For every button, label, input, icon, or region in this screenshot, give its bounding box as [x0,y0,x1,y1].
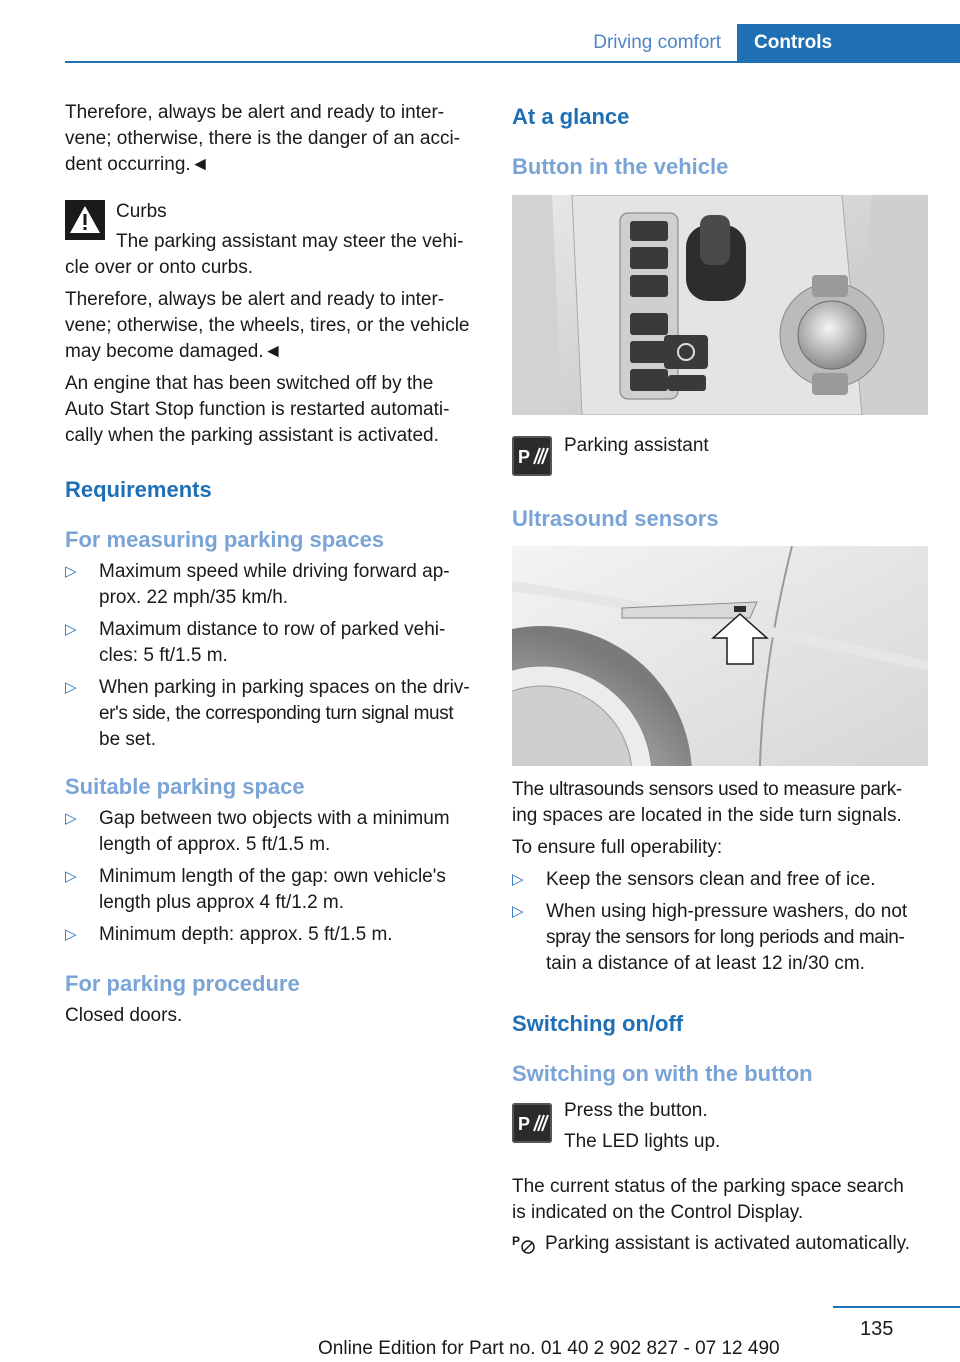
list-item [65,559,485,611]
paragraph-line: vene; otherwise, the wheels, tires, or the vehicle [65,315,470,336]
list-line: Minimum length of the gap: own vehicle's [99,866,446,887]
list-line: length of approx. 5 ft/1.5 m. [99,834,331,855]
warning-text: The parking assistant may steer the vehi- [116,231,464,252]
list-line: Maximum distance to row of parked vehi- [99,619,446,640]
header-section: Driving comfort [593,32,721,53]
operability-list [512,867,932,977]
warning-triangle-icon [65,200,105,240]
list-item [65,864,485,916]
page-number: 135 [860,1318,894,1340]
list-item [512,899,932,977]
warning-block [116,198,486,258]
svg-text:P: P [518,447,531,467]
left-block-2 [65,255,485,449]
list-line: When parking in parking spaces on the driv- [99,677,470,698]
header-chapter-tab: Controls [737,24,960,62]
paragraph-line: Auto Start Stop function is restarted automati- [65,399,450,420]
triangle-right-icon: ▷ [65,563,77,580]
heading-switching: Switching on/off [512,1011,684,1036]
triangle-right-icon: ▷ [65,868,77,885]
list-line: Gap between two objects with a minimum [99,808,450,829]
console-photo [512,195,928,415]
svg-text:P: P [518,1114,531,1134]
ultrasound-text [512,777,932,861]
instruction-line: Press the button. [564,1100,708,1121]
heading-switching-button: Switching on with the button [512,1061,813,1086]
suitable-list [65,806,485,948]
measuring-list [65,559,485,753]
paragraph-line: The current status of the parking space search [512,1176,904,1197]
procedure-text: Closed doors. [65,1005,183,1026]
heading-ultrasound: Ultrasound sensors [512,506,719,531]
list-line: tain a distance of at least 12 in/30 cm. [546,953,865,974]
list-item [65,617,485,669]
svg-text:P: P [512,1234,521,1248]
warning-text: cle over or onto curbs. [65,257,253,278]
triangle-right-icon: ▷ [65,810,77,827]
auto-activation-text: Parking assistant is activated automatically. [545,1233,911,1254]
parking-assistant-icon [512,1103,552,1143]
paragraph-line: cally when the parking assistant is activated. [65,425,439,446]
heading-button-in-vehicle: Button in the vehicle [512,154,729,179]
list-line: Keep the sensors clean and free of ice. [546,869,876,890]
list-item [65,675,485,753]
parking-assistant-label: Parking assistant [564,435,709,456]
triangle-right-icon: ▷ [65,679,77,696]
parking-assistant-icon [512,436,552,476]
heading-procedure: For parking procedure [65,971,300,996]
triangle-right-icon: ▷ [512,871,524,888]
paragraph-line: ing spaces are located in the side turn signals. [512,805,902,826]
header-rule [65,61,960,63]
triangle-right-icon: ▷ [65,926,77,943]
list-line: Maximum speed while driving forward ap- [99,561,450,582]
list-line: Minimum depth: approx. 5 ft/1.5 m. [99,924,393,945]
paragraph-line: Therefore, always be alert and ready to inter- [65,289,445,310]
switch-instructions [564,1097,720,1159]
list-item [65,922,485,948]
list-item [65,806,485,858]
paragraph-line: To ensure full operability: [512,837,723,858]
paragraph-line: vene; otherwise, there is the danger of an acci- [65,128,461,149]
heading-at-a-glance: At a glance [512,104,630,129]
list-line: er's side, the corresponding turn signal must [99,703,454,724]
list-line: prox. 22 mph/35 km/h. [99,587,289,608]
paragraph-line: is indicated on the Control Display. [512,1202,804,1223]
list-line: be set. [99,729,157,750]
triangle-right-icon: ▷ [65,621,77,638]
heading-requirements: Requirements [65,477,212,502]
sensor-photo [512,546,928,766]
edition-text: Online Edition for Part no. 01 40 2 902 827 - 07 12 490 [318,1338,780,1359]
paragraph-line: An engine that has been switched off by the [65,373,434,394]
heading-measuring: For measuring parking spaces [65,527,385,552]
warning-title: Curbs [116,201,167,222]
footer-rule [833,1306,960,1308]
heading-suitable: Suitable parking space [65,774,305,799]
left-column [65,100,485,178]
list-line: spray the sensors for long periods and main- [546,927,905,948]
list-line: length plus approx 4 ft/1.2 m. [99,892,345,913]
triangle-right-icon: ▷ [512,903,524,920]
list-item [512,867,932,893]
paragraph-line: may become damaged.◄ [65,341,283,362]
status-text [512,1174,932,1226]
instruction-line: The LED lights up. [564,1131,721,1152]
paragraph-line: Therefore, always be alert and ready to inter- [65,102,445,123]
list-line: cles: 5 ft/1.5 m. [99,645,228,666]
parking-auto-icon [512,1233,538,1255]
paragraph-line: dent occurring.◄ [65,154,210,175]
list-line: When using high-pressure washers, do not [546,901,908,922]
paragraph-line: The ultrasounds sensors used to measure park- [512,779,902,800]
